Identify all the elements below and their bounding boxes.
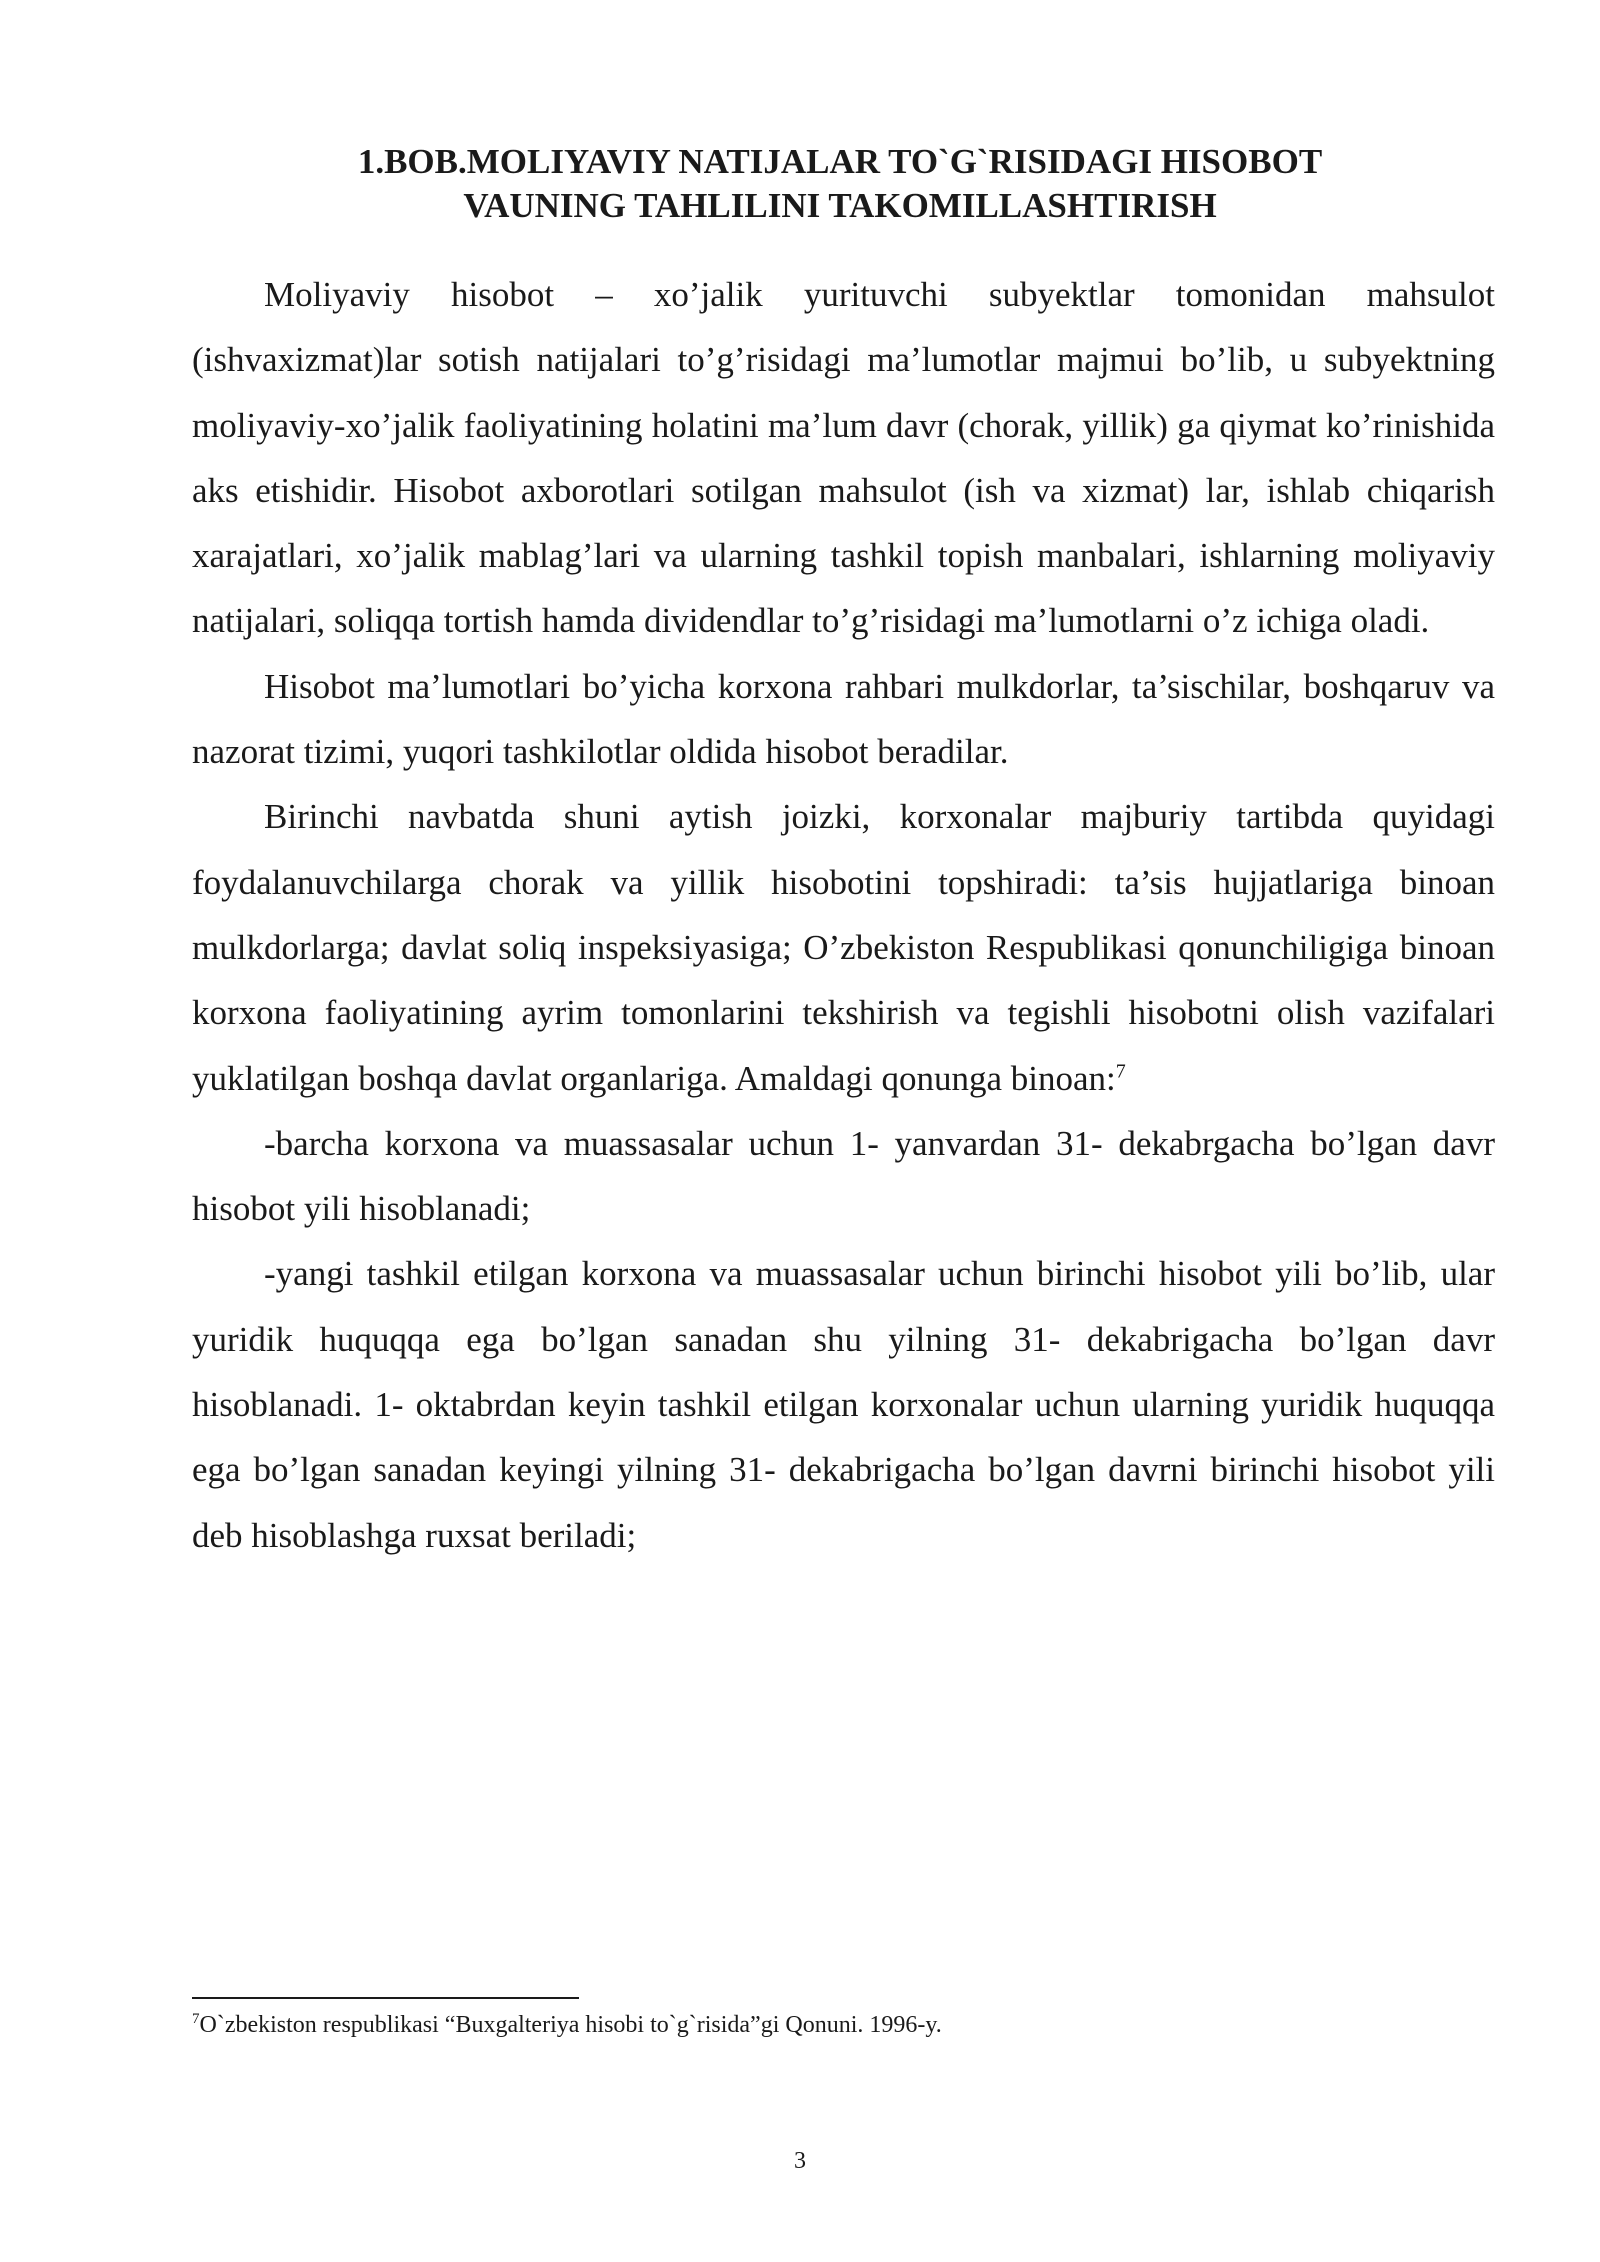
paragraph-3 (192, 784, 1495, 1110)
chapter-heading-line-1: 1.BOB.MOLIYAVIY NATIJALAR TO`G`RISIDAGI HISOBOT (357, 142, 1323, 181)
page-number: 3 (794, 2148, 806, 2174)
paragraph-4: -barcha korxona va muassasalar uchun 1- yanvardan 31- dekabrgacha bo’lgan davr hisobot yili hisoblanadi; (192, 1123, 1495, 1229)
footnote-separator (192, 1997, 579, 1999)
chapter-heading (190, 140, 1490, 228)
paragraph-2: Hisobot ma’lumotlari bo’yicha korxona rahbari mulkdorlar, ta’sischilar, boshqaruv va nazorat tizimi, yuqori tashkilotlar oldida hisobot beradilar. (192, 666, 1495, 772)
footnote (192, 2008, 1492, 2042)
paragraph-1: Moliyaviy hisobot – xo’jalik yurituvchi subyektlar tomonidan mahsulot (ishvaxizmat)lar sotish natijalari to’g’risidagi ma’lumotlar majmui bo’lib, u subyektning moliyaviy-xo’jalik faoliyatining holatini ma’lum davr (chorak, yillik) ga qiymat ko’rinishida aks etishidir. Hisobot axborotlari sotilgan mahsulot (ish va xizmat) lar, ishlab chiqarish xarajatlari, xo’jalik mablag’lari va ularning tashkil topish manbalari, ishlarning moliyaviy natijalari, soliqqa tortish hamda dividendlar to’g’risidagi ma’lumotlarni o’z ichiga oladi. (192, 275, 1495, 641)
footnote-marker: 7 (192, 2011, 200, 2027)
chapter-heading-line-2: VAUNING TAHLILINI TAKOMILLASHTIRISH (463, 186, 1217, 225)
paragraph-5: -yangi tashkil etilgan korxona va muassasalar uchun birinchi hisobot yili bo’lib, ular yuridik huquqqa ega bo’lgan sanadan shu yilning 31- dekabrigacha bo’lgan davr hisoblanadi. 1- oktabrdan keyin tashkil etilgan korxonalar uchun ularning yuridik huquqqa ega bo’lgan sanadan keyingi yilning 31- dekabrigacha bo’lgan davrni birinchi hisobot yili deb hisoblashga ruxsat beriladi; (192, 1254, 1495, 1555)
footnote-text: O`zbekiston respublikasi “Buxgalteriya hisobi to`g`risida”gi Qonuni. 1996-y. (199, 2012, 942, 2038)
footnote-reference[interactable]: 7 (1115, 1059, 1126, 1082)
paragraph-3-text: Birinchi navbatda shuni aytish joizki, korxonalar majburiy tartibda quyidagi foydalanuvchilarga chorak va yillik hisobotini topshiradi: ta’sis hujjatlariga binoan mulkdorlarga; davlat soliq inspeksiyasiga; O’zbekiston Respublikasi qonunchiligiga binoan korxona faoliyatining ayrim tomonlarini tekshirish va tegishli hisobotni olish vazifalari yuklatilgan boshqa davlat organlariga. Amaldagi qonunga binoan: (192, 797, 1495, 1098)
body-text (192, 262, 1495, 1568)
